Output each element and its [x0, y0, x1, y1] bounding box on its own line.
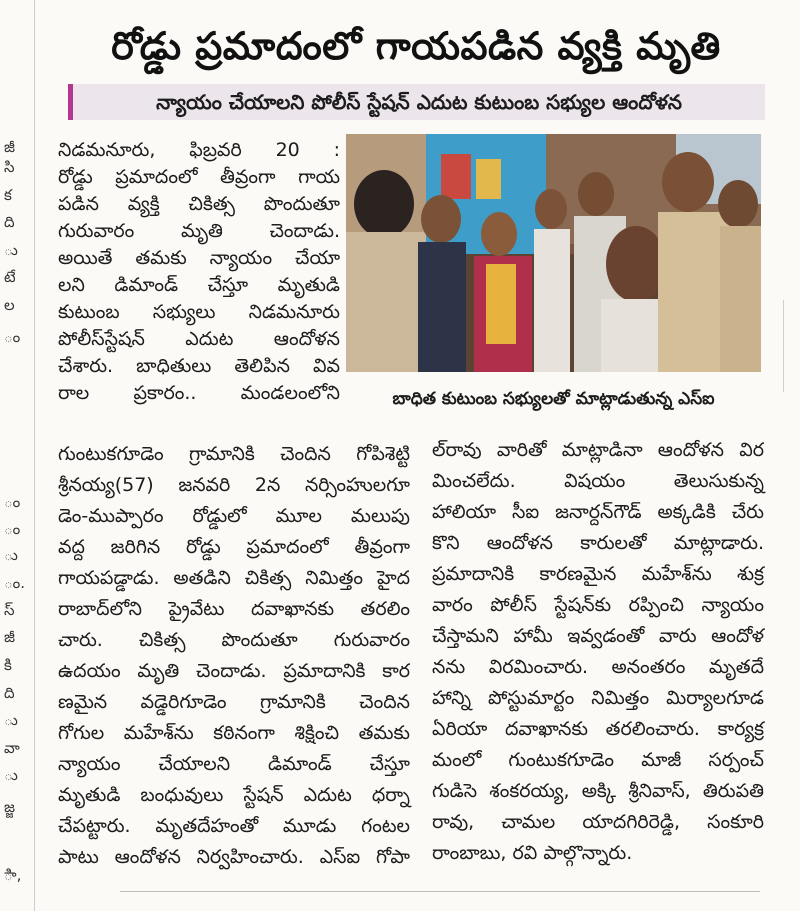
text-line: ఏరియా దవాఖానకు తరలించారు. కార్యక్ర [432, 718, 764, 740]
text-line: నిడమనూరు, ఫిబ్రవరి 20 : [58, 139, 340, 161]
adjacent-column-strip [0, 0, 35, 911]
text-line: ఉదయం మృతి చెందాడు. ప్రమాదానికి కార [58, 660, 410, 682]
margin-fragment: జ్జ [4, 798, 15, 816]
text-line: వద్ద జరిగిన రోడ్డు ప్రమాదంలో తీవ్రంగా [58, 536, 410, 558]
margin-fragment: ల [4, 296, 15, 314]
text-line: ప్రమాదానికి కారణమైన మహేశ్‌ను శుక్ర [432, 563, 764, 585]
text-line: రాబాద్‌లోని ప్రైవేటు దవాఖానకు తరలిం [58, 598, 410, 620]
text-line: అయితే తమకు న్యాయం చేయా [58, 247, 340, 269]
text-line: చేస్తామని హామీ ఇవ్వడంతో వారు ఆందోళ [432, 625, 764, 647]
margin-fragment: సి [4, 158, 15, 176]
text-line: ల్‌రావు వారితో మాట్లాడినా ఆందోళన విర [432, 439, 764, 461]
margin-fragment: ది [4, 684, 15, 702]
text-line: మంలో గుంటుకగూడెం మాజీ సర్పంచ్‌ [432, 749, 764, 771]
margin-fragment: టే [4, 268, 16, 286]
text-line: కొని ఆందోళన కారులతో మాట్లాడారు. [432, 532, 764, 554]
text-line: న్యాయం చేయాలని డిమాండ్‌ చేస్తూ [58, 753, 410, 775]
text-line: చేపట్టారు. మృతదేహంతో మూడు గంటల [58, 815, 410, 837]
margin-fragment: ు [4, 546, 18, 564]
text-line: పోలీస్‌స్టేషన్‌ ఎదుట ఆందోళన [58, 328, 340, 350]
margin-fragment: ం [4, 493, 21, 511]
text-line: రాల ప్రకారం.. మండలంలోని [58, 382, 340, 404]
text-line: గోగుల మహేశ్‌ను కఠినంగా శిక్షించి తమకు [58, 722, 410, 744]
news-photo [346, 134, 761, 372]
text-line: శ్రీనయ్య(57) జనవరి 2న నర్సింహులగూ [58, 474, 410, 496]
margin-fragment: ు [4, 711, 18, 729]
margin-fragment: జీ [4, 138, 15, 156]
text-line: లని డిమాండ్‌ చేస్తూ మృతుడి [58, 274, 340, 296]
text-line: పడిన వ్యక్తి చికిత్స పొందుతూ [58, 193, 340, 215]
text-line: గుడిసె శంకరయ్య, అక్కి శ్రీనివాస్‌, తిరుపతి [432, 780, 764, 802]
text-line: మృతుడి బంధువులు స్టేషన్‌ ఎదుట ధర్నా [58, 784, 410, 806]
margin-fragment: ిా, [4, 866, 22, 884]
text-line: మించలేదు. విషయం తెలుసుకున్న [432, 470, 764, 492]
text-line: హాన్ని పోస్టుమార్టం నిమిత్తం మిర్యాలగూడ [432, 687, 764, 709]
text-line: హాలియా సీఐ జనార్దన్‌గౌడ్‌ అక్కడికి చేరు [432, 501, 764, 523]
margin-fragment: క [4, 186, 12, 204]
column-divider [783, 300, 784, 392]
text-line: గాయపడ్డాడు. అతడిని చికిత్స నిమిత్తం హైద [58, 567, 410, 589]
margin-fragment: ం [4, 520, 21, 538]
margin-fragment: ం. [4, 574, 26, 592]
margin-fragment: కి [4, 656, 12, 674]
margin-fragment: ది [4, 213, 15, 231]
text-line: చేశారు. బాధితులు తెలిపిన వివ [58, 355, 340, 377]
text-line: నను విరమించారు. అనంతరం మృతదే [432, 656, 764, 678]
margin-fragment: ం [4, 328, 21, 346]
text-line: కుటుంబ సభ్యులు నిడమనూరు [58, 301, 340, 323]
text-line: ణమైన వడ్డెరిగూడెం గ్రామానికి చెందిన [58, 691, 410, 713]
text-line: రావు, చామల యాదగిరిరెడ్డి, సంకూరి [432, 811, 764, 833]
photo-illustration [346, 134, 761, 372]
photo-caption: బాధిత కుటుంబ సభ్యులతో మాట్లాడుతున్న ఎస్‌ఐ [392, 389, 715, 409]
margin-fragment: జీ [4, 628, 15, 646]
margin-fragment: ు [4, 766, 18, 784]
margin-fragment: స్ [4, 601, 15, 619]
text-line: డెం-ముప్పారం రోడ్డులో మూల మలుపు [58, 505, 410, 527]
text-line: పాటు ఆందోళన నిర్వహించారు. ఎస్‌ఐ గోపా [58, 846, 410, 868]
text-line: వారం పోలీస్‌ స్టేషన్‌కు రప్పించి న్యాయం [432, 594, 764, 616]
text-line: గుంటుకగూడెం గ్రామానికి చెందిన గోపిశెట్టి [58, 443, 410, 465]
text-line: రోడ్డు ప్రమాదంలో తీవ్రంగా గాయ [58, 166, 340, 188]
text-line: గురువారం మృతి చెందాడు. [58, 220, 340, 242]
subheadline: న్యాయం చేయాలని పోలీస్‌ స్టేషన్‌ ఎదుట కుటుంబ సభ్యుల ఆందోళన [68, 84, 765, 120]
bottom-divider [120, 891, 760, 892]
headline: రోడ్డు ప్రమాదంలో గాయపడిన వ్యక్తి మృతి [111, 24, 721, 68]
margin-fragment: వా [4, 739, 20, 757]
margin-fragment: ు [4, 241, 18, 259]
text-line: రాంబాబు, రవి పాల్గొన్నారు. [432, 842, 633, 864]
text-line: చారు. చికిత్స పొందుతూ గురువారం [58, 629, 410, 651]
